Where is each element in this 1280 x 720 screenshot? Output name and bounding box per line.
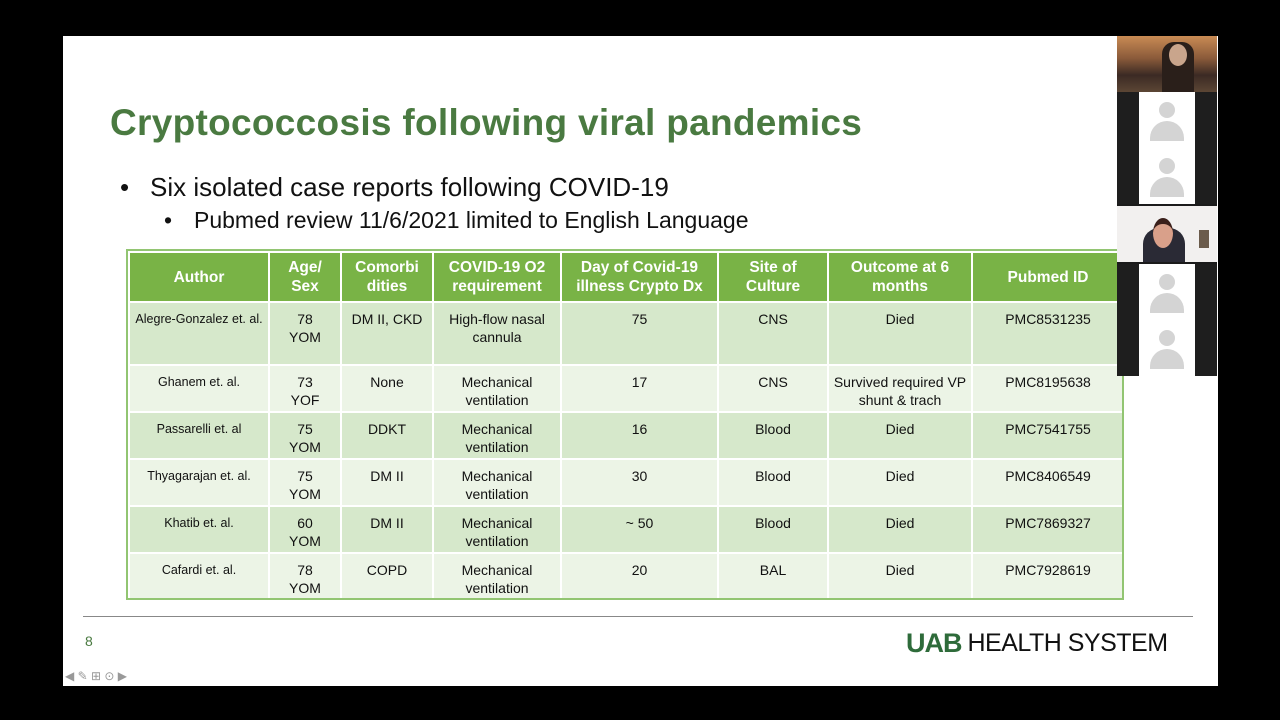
cell-comorbidities: DM II (341, 506, 433, 553)
cell-age-sex (269, 365, 341, 412)
cell-author: Cafardi et. al. (129, 553, 269, 600)
cell-author: Alegre-Gonzalez et. al. (129, 302, 269, 365)
cell-outcome: Died (828, 506, 972, 553)
avatar-body-icon (1150, 177, 1184, 197)
cell-o2: Mechanical ventilation (433, 412, 561, 459)
table-row (129, 459, 1124, 506)
next-arrow-icon[interactable]: ▶ (117, 669, 128, 683)
avatar-body-icon (1150, 349, 1184, 369)
cell-sex: YOM (289, 328, 321, 345)
cell-o2: High-flow nasal cannula (433, 302, 561, 365)
table-row (129, 412, 1124, 459)
more-icon[interactable]: ⊙ (104, 669, 115, 683)
cell-sex: YOM (289, 579, 321, 596)
cell-outcome: Survived required VP shunt & trach (828, 365, 972, 412)
participant-face (1153, 218, 1173, 248)
header-age-sex: Age/ Sex (269, 252, 341, 302)
cell-site: CNS (718, 365, 828, 412)
avatar-body-icon (1150, 293, 1184, 313)
cell-age-sex (269, 412, 341, 459)
cell-o2: Mechanical ventilation (433, 506, 561, 553)
cell-sex: YOM (289, 485, 321, 502)
avatar-head-icon (1159, 102, 1175, 118)
uab-logo (906, 628, 1168, 659)
avatar-head-icon (1159, 158, 1175, 174)
header-pmid: Pubmed ID (972, 252, 1124, 302)
cell-age: 75 (297, 421, 313, 437)
table-row (129, 553, 1124, 600)
cell-age: 78 (297, 562, 313, 578)
cell-day: 17 (561, 365, 718, 412)
participant-video-1[interactable] (1117, 36, 1217, 92)
header-outcome: Outcome at 6 months (828, 252, 972, 302)
bullet-sub (164, 207, 749, 234)
cell-site: BAL (718, 553, 828, 600)
bullet-main (120, 172, 669, 203)
cell-pmid: PMC7928619 (972, 553, 1124, 600)
cell-age: 75 (297, 468, 313, 484)
background-object (1199, 230, 1209, 248)
cell-outcome: Died (828, 553, 972, 600)
header-author: Author (129, 252, 269, 302)
cell-author: Passarelli et. al (129, 412, 269, 459)
cell-day: 20 (561, 553, 718, 600)
cell-day: 30 (561, 459, 718, 506)
header-site: Site of Culture (718, 252, 828, 302)
slideshow-nav[interactable] (65, 669, 127, 683)
header-o2-requirement: COVID-19 O2 requirement (433, 252, 561, 302)
cell-outcome: Died (828, 412, 972, 459)
cell-day: 75 (561, 302, 718, 365)
cell-comorbidities: COPD (341, 553, 433, 600)
uab-logo-text: HEALTH SYSTEM (967, 629, 1168, 657)
slides-icon[interactable]: ⊞ (90, 669, 102, 683)
bullet-main-text: Six isolated case reports following COVID-19 (150, 172, 669, 202)
cell-pmid: PMC8195638 (972, 365, 1124, 412)
table-row (129, 365, 1124, 412)
participant-avatar-tile[interactable] (1117, 92, 1217, 148)
cell-outcome: Died (828, 459, 972, 506)
participant-avatar-tile[interactable] (1117, 264, 1217, 320)
cell-site: CNS (718, 302, 828, 365)
footer-divider (83, 616, 1193, 617)
cell-site: Blood (718, 412, 828, 459)
cell-day: ~ 50 (561, 506, 718, 553)
participant-avatar-tile[interactable] (1117, 148, 1217, 204)
cell-pmid: PMC8531235 (972, 302, 1124, 365)
cell-pmid: PMC7869327 (972, 506, 1124, 553)
cell-age-sex (269, 553, 341, 600)
cell-age-sex (269, 459, 341, 506)
cell-age-sex (269, 506, 341, 553)
cell-age: 60 (297, 515, 313, 531)
slide-title: Cryptococcosis following viral pandemics (110, 102, 863, 143)
cell-sex: YOF (290, 391, 320, 408)
cell-o2: Mechanical ventilation (433, 459, 561, 506)
participant-video-2[interactable] (1117, 206, 1217, 262)
cell-day: 16 (561, 412, 718, 459)
cell-site: Blood (718, 506, 828, 553)
cell-pmid: PMC7541755 (972, 412, 1124, 459)
bullet-sub-text: Pubmed review 11/6/2021 limited to English Language (194, 207, 749, 233)
participant-avatar-tile[interactable] (1117, 320, 1217, 376)
video-participants-panel (1117, 36, 1217, 376)
cell-comorbidities: DDKT (341, 412, 433, 459)
table-row (129, 506, 1124, 553)
presentation-slide (63, 36, 1218, 686)
cell-outcome: Died (828, 302, 972, 365)
participant-face (1169, 44, 1187, 66)
page-number: 8 (85, 633, 93, 649)
cell-o2: Mechanical ventilation (433, 553, 561, 600)
cell-author: Thyagarajan et. al. (129, 459, 269, 506)
case-reports-table (128, 251, 1125, 601)
cell-sex: YOM (289, 532, 321, 549)
uab-logo-mark: UAB (906, 628, 962, 658)
cell-comorbidities: DM II, CKD (341, 302, 433, 365)
cell-site: Blood (718, 459, 828, 506)
header-comorbidities: Comorbi dities (341, 252, 433, 302)
cell-age-sex (269, 302, 341, 365)
pen-icon[interactable]: ✎ (77, 669, 88, 683)
cell-o2: Mechanical ventilation (433, 365, 561, 412)
avatar-head-icon (1159, 330, 1175, 346)
cell-comorbidities: DM II (341, 459, 433, 506)
cell-author: Khatib et. al. (129, 506, 269, 553)
cell-age: 78 (297, 311, 313, 327)
table-row (129, 302, 1124, 365)
avatar-body-icon (1150, 121, 1184, 141)
prev-arrow-icon[interactable]: ◀ (65, 669, 75, 683)
table-header-row (129, 252, 1124, 302)
cell-age: 73 (297, 374, 313, 390)
cell-comorbidities: None (341, 365, 433, 412)
avatar-head-icon (1159, 274, 1175, 290)
header-day-dx: Day of Covid-19 illness Crypto Dx (561, 252, 718, 302)
bullet-glyph: • (120, 172, 130, 202)
cell-author: Ghanem et. al. (129, 365, 269, 412)
bullet-glyph: • (164, 207, 173, 233)
cell-sex: YOM (289, 438, 321, 455)
cell-pmid: PMC8406549 (972, 459, 1124, 506)
